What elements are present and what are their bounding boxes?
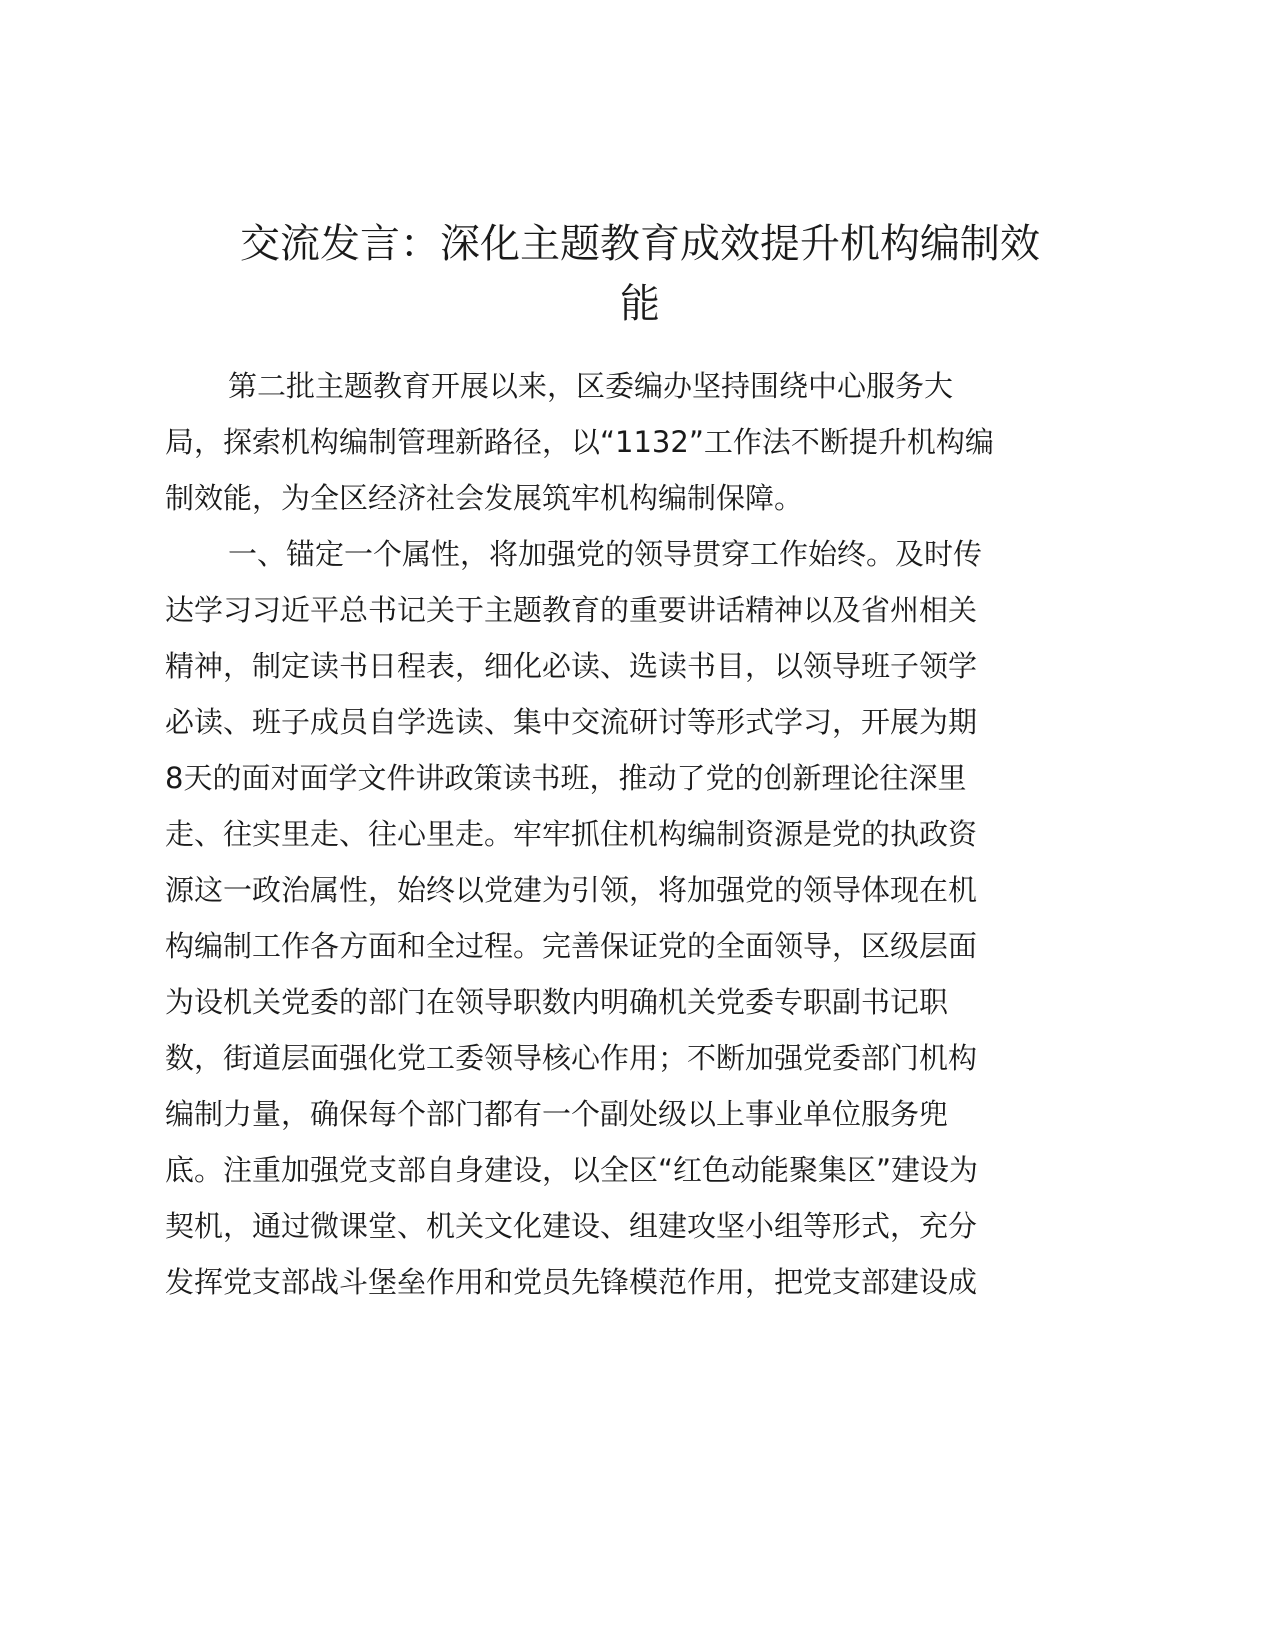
document-title — [160, 214, 1120, 334]
body-line: 达学习习近平总书记关于主题教育的重要讲话精神以及省州相关 — [165, 593, 978, 627]
body-line: 精神，制定读书日程表，细化必读、选读书目，以领导班子领学 — [165, 649, 978, 683]
body-line: 契机，通过微课堂、机关文化建设、组建攻坚小组等形式，充分 — [165, 1209, 978, 1243]
body-line: 一、锚定一个属性，将加强党的领导贯穿工作始终。及时传 — [228, 537, 983, 571]
body-line: 底。注重加强党支部自身建设，以全区“红色动能聚集区”建设为 — [165, 1153, 979, 1187]
title-line-2: 能 — [620, 281, 660, 327]
body-line: 源这一政治属性，始终以党建为引领，将加强党的领导体现在机 — [165, 873, 978, 907]
body-line: 编制力量，确保每个部门都有一个副处级以上事业单位服务兜 — [165, 1097, 949, 1131]
body-line: 走、往实里走、往心里走。牢牢抓住机构编制资源是党的执政资 — [165, 817, 978, 851]
body-line: 数，街道层面强化党工委领导核心作用；不断加强党委部门机构 — [165, 1041, 978, 1075]
body-line: 第二批主题教育开展以来，区委编办坚持围绕中心服务大 — [228, 369, 954, 403]
body-line: 局，探索机构编制管理新路径，以“1132”工作法不断提升机构编 — [165, 425, 994, 459]
body-line: 必读、班子成员自学选读、集中交流研讨等形式学习，开展为期 — [165, 705, 978, 739]
body-line: 制效能，为全区经济社会发展筑牢机构编制保障。 — [165, 481, 804, 515]
body-line: 8天的面对面学文件讲政策读书班，推动了党的创新理论往深里 — [165, 761, 967, 795]
body-line: 构编制工作各方面和全过程。完善保证党的全面领导，区级层面 — [165, 929, 978, 963]
title-line-1: 交流发言：深化主题教育成效提升机构编制效 — [240, 221, 1040, 267]
body-line: 发挥党支部战斗堡垒作用和党员先锋模范作用，把党支部建设成 — [165, 1265, 978, 1299]
body-line: 为设机关党委的部门在领导职数内明确机关党委专职副书记职 — [165, 985, 949, 1019]
